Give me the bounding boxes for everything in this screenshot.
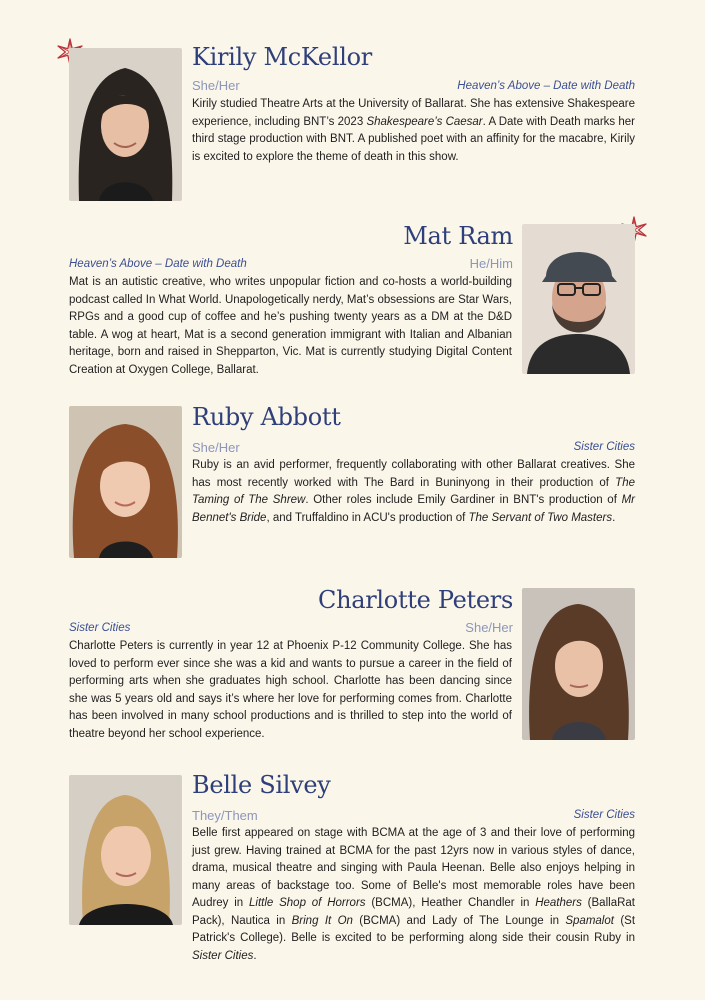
cast-name: Ruby Abbott (192, 403, 341, 431)
cast-bio: Mat is an autistic creative, who writes unpopular fiction and co-hosts a world-building podcast called In What World. Unapologetically nerdy, Mat’s obsessions are Star Wars, RPGs and a good cup of coffee and he’s pushing twenty years as a DM at the D&D table. A wog at heart, Mat is a second generation immigrant with Italian and Albanian heritage, born and raised in Shepparton, Vic. Mat is currently studying Digital Content Creation at Oxygen College, Ballarat. (69, 276, 512, 376)
cast-name: Belle Silvey (192, 771, 331, 799)
cast-name: Mat Ram (403, 222, 513, 250)
cast-show: Sister Cities (573, 441, 635, 453)
cast-pronouns: She/Her (465, 620, 513, 635)
cast-bio: Belle first appeared on stage with BCMA at the age of 3 and their love of performing just grew. Having trained at BCMA for the past 12yrs now in various styles of dance, drama, musical theatre and singing with Paula Heenan. Belle also enjoys helping in many areas of backstage too. Some of Belle's most memorable roles have been Audrey in Little Shop of Horrors (BCMA), Heather Chandler in Heathers (BallaRat Pack), Nautica in Bring It On (BCMA) and Lady of The Lounge in Spamalot (St Patrick's College). Belle is excited to be performing along side their cousin Ruby in Sister Cities. (192, 827, 636, 962)
cast-pronouns: They/Them (192, 808, 258, 823)
cast-bio: Kirily studied Theatre Arts at the University of Ballarat. She has extensive Shakespeare experience, including BNT’s 2023 Shakespeare’s Caesar. A Date with Death marks her third stage production with BNT. A published poet with an affinity for the macabre, Kirily is excited to explore the theme of death in this show. (192, 98, 636, 163)
cast-pronouns: She/Her (192, 78, 240, 93)
cast-pronouns: He/Him (469, 256, 513, 271)
cast-bio: Ruby is an avid performer, frequently collaborating with other Ballarat creatives. She has most recently worked with The Bard in Buninyong in their production of The Taming of The Shrew. Other roles include Emily Gardiner in BNT's production of Mr Bennet's Bride, and Truffaldino in ACU's production of The Servant of Two Masters. (192, 459, 635, 524)
cast-pronouns: She/Her (192, 440, 240, 455)
cast-show: Heaven’s Above – Date with Death (69, 258, 247, 270)
cast-photo (69, 775, 182, 925)
cast-show: Heaven’s Above – Date with Death (457, 80, 635, 92)
cast-bio: Charlotte Peters is currently in year 12 at Phoenix P-12 Community College. She has loved to perform ever since she was a kid and wants to pursue a career in the field of performing arts when she graduates high school. Charlotte has been dancing since she was 5 years old and says it’s where her love for performing comes from. Charlotte has been involved in many school productions and is thrilled to step into the world of theatre beyond her school experience. (69, 640, 512, 740)
cast-show: Sister Cities (69, 622, 131, 634)
cast-name: Kirily McKellor (192, 43, 372, 71)
cast-show: Sister Cities (573, 809, 635, 821)
cast-name: Charlotte Peters (318, 586, 513, 614)
